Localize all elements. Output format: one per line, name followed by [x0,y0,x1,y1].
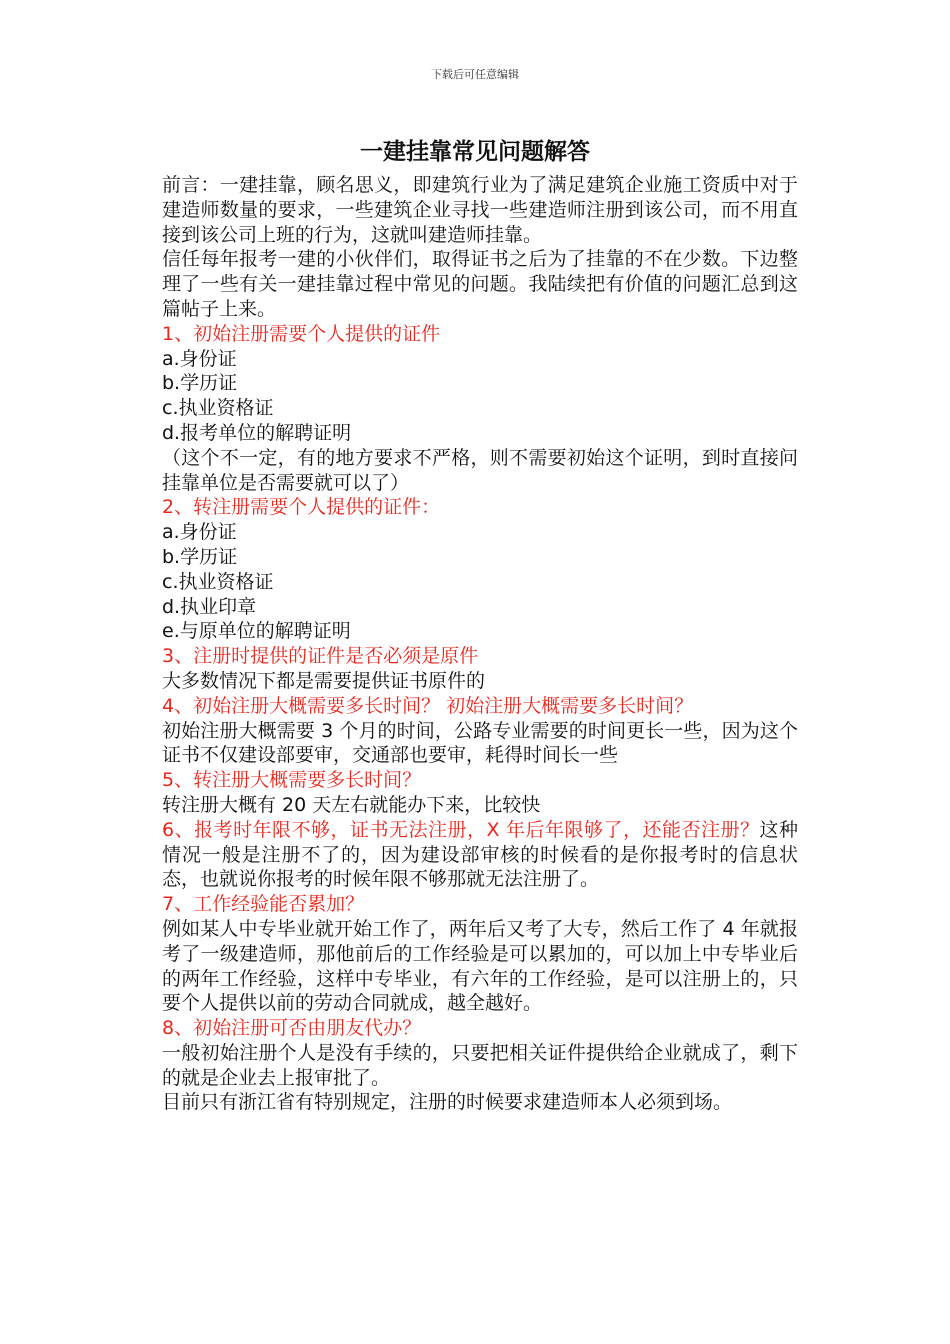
section-heading: 4、初始注册大概需要多长时间？ 初始注册大概需要多长时间？ [162,694,694,717]
answer-paragraph: 例如某人中专毕业就开始工作了，两年后又考了大专，然后工作了 4 年就报考了一级建造师，那他前后的工作经验是可以累加的，可以加上中专毕业后的两年工作经验，这样中专毕业，有六年的工作经验，是可以注册上的，只要个人提供以前的劳动合同就成，越全越好。 [162,917,798,1015]
document-body [162,173,798,1115]
section-heading: 3、注册时提供的证件是否必须是原件 [162,645,479,668]
answer-paragraph: 目前只有浙江省有特别规定，注册的时候要求建造师本人必须到场。 [162,1091,733,1114]
section-heading: 6、报考时年限不够，证书无法注册，X 年后年限够了，还能否注册？ [162,818,760,841]
list-item: c.执业资格证 [162,397,274,420]
note-paragraph: （这个不一定，有的地方要求不严格，则不需要初始这个证明，到时直接问挂靠单位是否需要就可以了） [162,446,798,494]
list-item: d.报考单位的解聘证明 [162,421,352,444]
answer-paragraph: 初始注册大概需要 3 个月的时间，公路专业需要的时间更长一些，因为这个证书不仅建设部要审，交通部也要审，耗得时间长一些 [162,719,798,767]
intro-paragraph: 前言：一建挂靠，顾名思义，即建筑行业为了满足建筑企业施工资质中对于建造师数量的要求，一些建筑企业寻找一些建造师注册到该公司，而不用直接到该公司上班的行为，这就叫建造师挂靠。 [162,174,798,246]
section-heading: 1、初始注册需要个人提供的证件 [162,322,441,345]
answer-paragraph: 大多数情况下都是需要提供证书原件的 [162,669,486,692]
list-item: d.执业印章 [162,595,257,618]
list-item: c.执业资格证 [162,570,274,593]
list-item: b.学历证 [162,372,238,395]
document-title: 一建挂靠常见问题解答 [360,138,590,165]
answer-text: 这种情况一般是注册不了的，因为建设部审核的时候看的是你报考时的信息状态，也就说你报考的时候年限不够那就无法注册了。 [162,818,798,891]
list-item: b.学历证 [162,545,238,568]
intro-paragraph: 信任每年报考一建的小伙伴们，取得证书之后为了挂靠的不在少数。下边整理了一些有关一建挂靠过程中常见的问题。我陆续把有价值的问题汇总到这篇帖子上来。 [162,248,798,320]
section-heading: 8、初始注册可否由朋友代办？ [162,1017,422,1040]
section-heading: 5、转注册大概需要多长时间？ [162,769,422,792]
section-paragraph [162,818,798,892]
page-header: 下载后可任意编辑 [431,68,519,81]
list-item: a.身份证 [162,347,237,370]
answer-paragraph: 转注册大概有 20 天左右就能办下来，比较快 [162,793,541,816]
list-item: e.与原单位的解聘证明 [162,620,351,643]
list-item: a.身份证 [162,521,237,544]
answer-paragraph: 一般初始注册个人是没有手续的，只要把相关证件提供给企业就成了，剩下的就是企业去上报审批了。 [162,1041,798,1089]
section-heading: 7、工作经验能否累加？ [162,893,365,916]
section-heading: 2、转注册需要个人提供的证件： [162,496,441,519]
